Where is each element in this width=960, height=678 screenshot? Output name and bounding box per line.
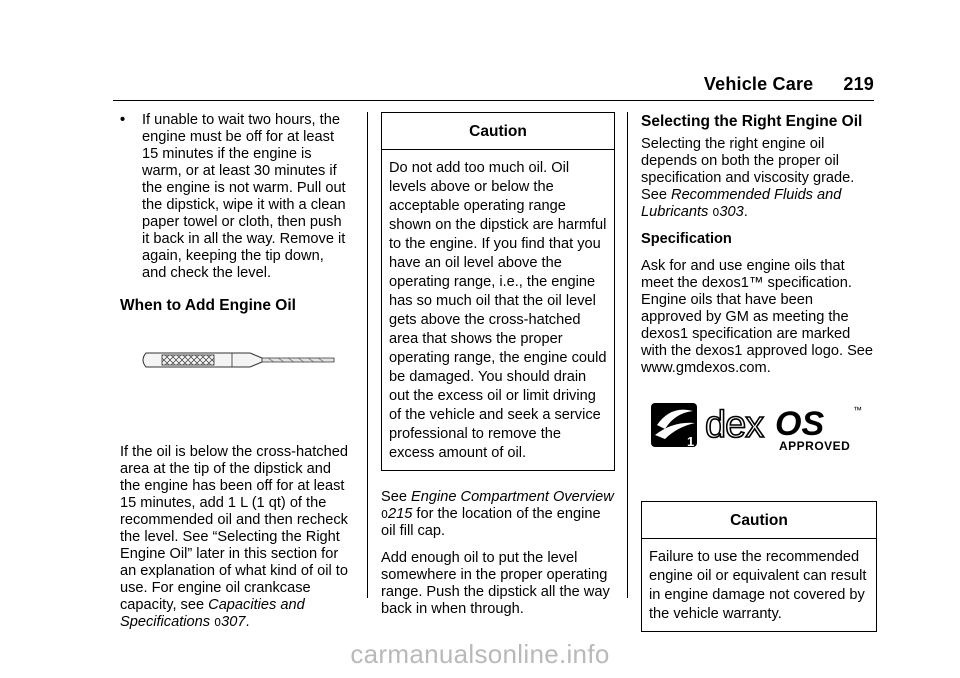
- page-ref-arrow: 0: [712, 206, 720, 219]
- watermark: carmanualsonline.info: [350, 639, 610, 669]
- bullet-text: If unable to wait two hours, the engine must be off for at least 15 minutes if the engine is warm, or at least 30 minutes if the engine is not warm. Pull out the dipstick, wipe it with a clean paper towel or cloth, then push it back in all the way. Remove it again, keeping the tip down, and check the level.: [142, 112, 346, 281]
- page-ref-arrow: 0: [381, 508, 388, 521]
- paragraph-see-compartment: See Engine Compartment Overview 0215 for the location of the engine oil fill cap.: [381, 489, 614, 539]
- logo-word-os: OS: [775, 405, 825, 443]
- column-1: [120, 112, 352, 631]
- ref-page: 303: [719, 204, 744, 220]
- ref-capacities: Capacities and Specifications: [120, 597, 305, 630]
- logo-word-dex: dex: [705, 404, 764, 446]
- dipstick-icon: [140, 348, 335, 372]
- logo-tm: ™: [853, 405, 862, 415]
- paragraph-add-enough: Add enough oil to put the level somewhere in the proper operating range. Push the dipstick all the way back in when through.: [381, 550, 610, 617]
- caution-title: Caution: [382, 113, 614, 150]
- paragraph-selecting: Selecting the right engine oil depends on both the proper oil specification and viscosity grade. See Recommended Fluids and Lubricants 0303.: [641, 136, 855, 220]
- caution-box-warranty: [641, 501, 877, 632]
- page-number: 219: [843, 74, 874, 94]
- caution-body: Failure to use the recommended engine oil or equivalent can result in engine damage not covered by the vehicle warranty.: [649, 549, 867, 622]
- logo-approved: APPROVED: [779, 439, 851, 453]
- ref-page: 307: [221, 614, 246, 630]
- bullet-marker: •: [120, 112, 126, 128]
- column-2: [381, 112, 615, 618]
- paragraph-specification: Ask for and use engine oils that meet the dexos1™ specification. Engine oils that have been approved by GM as meeting the dexos1 specification are marked with the dexos1 approved logo. See www.gmdexos.com.: [641, 258, 874, 376]
- dipstick-illustration: [140, 348, 335, 372]
- page-ref-arrow: 0: [214, 616, 222, 629]
- column-3: [641, 112, 877, 632]
- caution-box-oil-level: [381, 112, 615, 471]
- ref-page: 215: [388, 506, 413, 522]
- heading-when-to-add: When to Add Engine Oil: [120, 297, 296, 314]
- heading-selecting-oil: Selecting the Right Engine Oil: [641, 113, 863, 130]
- ref-engine-compartment: Engine Compartment Overview: [411, 489, 614, 505]
- dexos-logo: [651, 395, 871, 455]
- column-divider-1: [367, 112, 368, 598]
- page-header: [704, 74, 874, 95]
- column-divider-2: [627, 112, 628, 598]
- logo-digit: 1: [687, 434, 695, 449]
- header-rule: [113, 100, 874, 101]
- caution-title: Caution: [642, 502, 876, 539]
- subheading-specification: Specification: [641, 231, 732, 247]
- ref-fluids: Recommended Fluids and Lubricants: [641, 187, 842, 220]
- dexos-approved-logo-icon: [651, 395, 871, 455]
- paragraph-add-oil: If the oil is below the cross-hatched area at the tip of the dipstick and the engine has been off for at least 15 minutes, add 1 L (1 qt) of the recommended oil and then recheck the level. See “Selecting the Right Engine Oil” later in this section for an explanation of what kind of oil to use. For engine oil crankcase capacity, see Capacities and Specifications 0307.: [120, 444, 348, 630]
- section-title: Vehicle Care: [703, 74, 814, 94]
- bullet-item: [120, 112, 352, 282]
- caution-body: Do not add too much oil. Oil levels above or below the acceptable operating range shown on the dipstick are harmful to the engine. If you find that you have an oil level above the operating range, i.e., the engine has so much oil that the oil level gets above the cross-hatched area that shows the proper operating range, the engine could be damaged. You should drain out the excess oil or limit driving of the vehicle and seek a service professional to remove the excess amount of oil.: [389, 160, 607, 461]
